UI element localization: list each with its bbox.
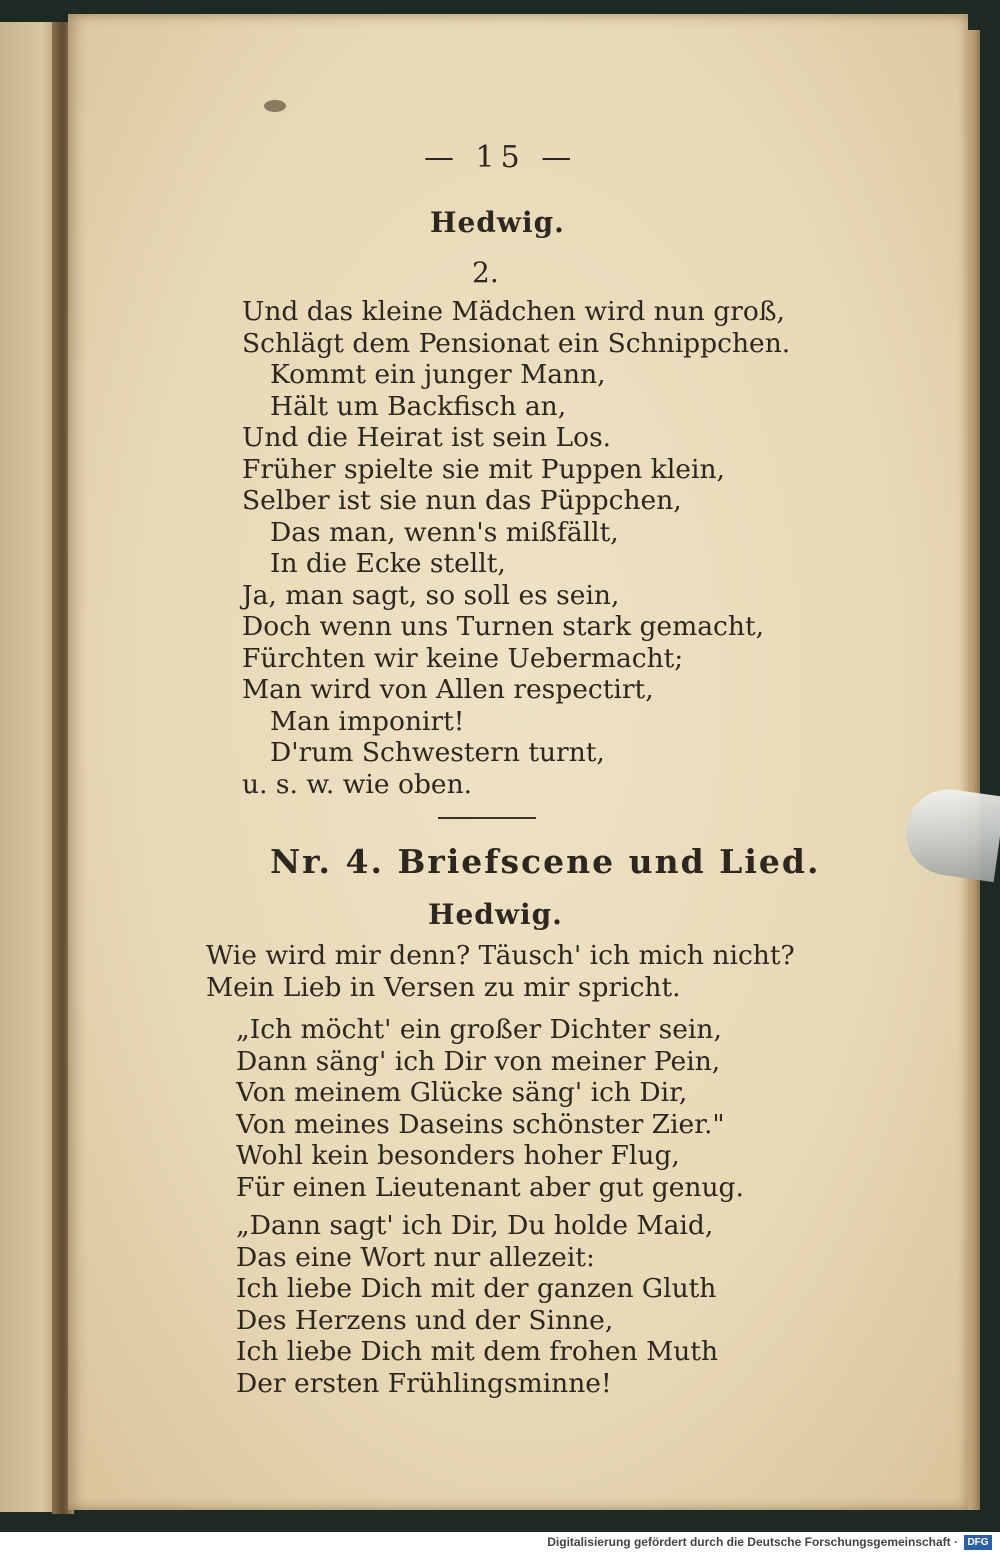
poem-line: „Ich möcht' ein großer Dichter sein, xyxy=(236,1014,722,1045)
poem-line: Hält um Backfisch an, xyxy=(270,390,567,422)
section-title: Nr. 4. Briefscene und Lied. xyxy=(270,842,821,881)
poem-line: Dann säng' ich Dir von meiner Pein, xyxy=(236,1045,721,1077)
poem-line: Der ersten Frühlingsminne! xyxy=(236,1367,612,1399)
letter-quote-stanza xyxy=(236,1014,744,1203)
poem-line: Ja, man sagt, so soll es sein, xyxy=(242,579,620,611)
poem-line: Von meines Daseins schönster Zier." xyxy=(236,1108,725,1140)
poem-line: Und das kleine Mädchen wird nun groß, xyxy=(242,296,785,327)
poem-line: u. s. w. wie oben. xyxy=(242,768,473,800)
poem-line: Selber ist sie nun das Püppchen, xyxy=(242,485,682,516)
stanza-number: 2. xyxy=(472,256,499,289)
poem-line: In die Ecke stellt, xyxy=(270,548,506,579)
poem-line: Ich liebe Dich mit dem frohen Muth xyxy=(236,1336,719,1367)
poem-line: Wie wird mir denn? Täusch' ich mich nicht? xyxy=(206,940,795,971)
footer-bar xyxy=(0,1532,1000,1554)
poem-line: Und die Heirat ist sein Los. xyxy=(242,422,612,453)
section-divider xyxy=(438,817,536,819)
ink-stain xyxy=(264,100,286,112)
funding-notice: Digitalisierung gefördert durch die Deutsche Forschungsgemeinschaft · xyxy=(547,1535,958,1549)
poem-line: Man imponirt! xyxy=(270,705,465,737)
speaker-heading: Hedwig. xyxy=(430,206,565,239)
poem-line: Doch wenn uns Turnen stark gemacht, xyxy=(242,611,765,642)
poem-line: Das eine Wort nur allezeit: xyxy=(236,1241,595,1273)
poem-line: Das man, wenn's mißfällt, xyxy=(270,516,619,548)
page-number: — 15 — xyxy=(424,140,578,175)
poem-line: Kommt ein junger Mann, xyxy=(270,359,606,390)
poem-line: Früher spielte sie mit Puppen klein, xyxy=(242,453,725,485)
poem-line: Fürchten wir keine Uebermacht; xyxy=(242,642,684,674)
poem-line: „Dann sagt' ich Dir, Du holde Maid, xyxy=(236,1210,714,1241)
poem-line: Wohl kein besonders hoher Flug, xyxy=(236,1140,680,1171)
poem-line: Von meinem Glücke säng' ich Dir, xyxy=(236,1077,688,1108)
poem-line: Schlägt dem Pensionat ein Schnippchen. xyxy=(242,327,791,359)
poem-line: Für einen Lieutenant aber gut genug. xyxy=(236,1171,744,1203)
poem-stanza xyxy=(242,296,790,800)
poem-line: Ich liebe Dich mit der ganzen Gluth xyxy=(236,1273,717,1304)
poem-line: Man wird von Allen respectirt, xyxy=(242,674,654,705)
poem-line: D'rum Schwestern turnt, xyxy=(270,737,605,768)
dfg-logo: DFG xyxy=(964,1535,992,1550)
facing-page-edge xyxy=(0,22,60,1512)
poem-line: Des Herzens und der Sinne, xyxy=(236,1304,614,1336)
intro-lines xyxy=(206,940,795,1003)
speaker-heading: Hedwig. xyxy=(428,898,563,931)
letter-quote-stanza xyxy=(236,1210,718,1399)
poem-line: Mein Lieb in Versen zu mir spricht. xyxy=(206,971,681,1003)
